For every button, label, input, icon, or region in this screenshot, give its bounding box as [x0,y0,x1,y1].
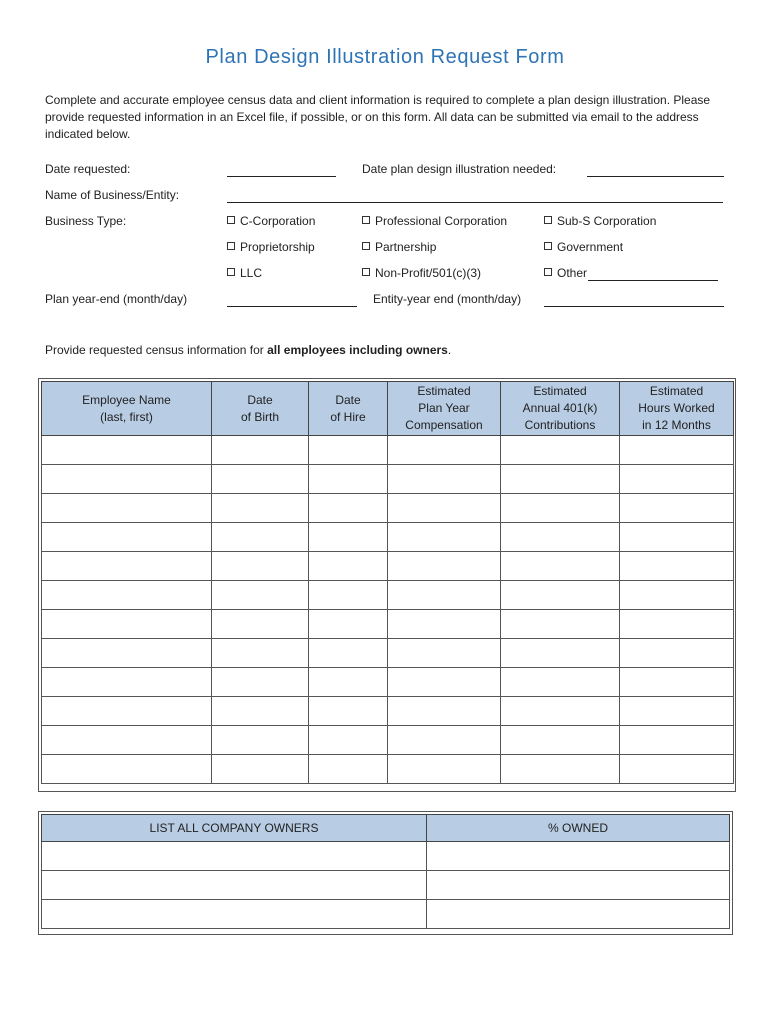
census-cell[interactable] [388,755,501,784]
option-government[interactable]: Government [544,240,623,254]
census-cell[interactable] [620,552,734,581]
census-row [42,639,734,668]
owner-row [42,842,730,871]
census-cell[interactable] [212,726,309,755]
census-cell[interactable] [501,668,620,697]
business-name-label: Name of Business/Entity: [45,188,180,202]
census-cell[interactable] [42,697,212,726]
option-other[interactable]: Other [544,266,587,280]
census-cell[interactable] [212,581,309,610]
census-cell[interactable] [212,494,309,523]
census-cell[interactable] [388,697,501,726]
census-row [42,610,734,639]
census-row [42,552,734,581]
option-non-profit[interactable]: Non-Profit/501(c)(3) [362,266,481,280]
census-cell[interactable] [309,726,388,755]
census-row [42,726,734,755]
census-cell[interactable] [309,523,388,552]
census-cell[interactable] [620,494,734,523]
checkbox-icon[interactable] [227,242,235,250]
header-compensation: Estimated Plan Year Compensation [388,382,501,436]
checkbox-icon[interactable] [362,242,370,250]
census-cell[interactable] [212,436,309,465]
header-hours-worked: Estimated Hours Worked in 12 Months [620,382,734,436]
census-cell[interactable] [309,610,388,639]
census-cell[interactable] [501,436,620,465]
census-cell[interactable] [501,465,620,494]
census-cell[interactable] [42,639,212,668]
census-table-body [42,436,734,784]
census-cell[interactable] [388,610,501,639]
census-cell[interactable] [620,726,734,755]
business-type-label: Business Type: [45,214,127,228]
census-row [42,494,734,523]
census-cell[interactable] [42,755,212,784]
form-title: Plan Design Illustration Request Form [205,46,565,68]
option-c-corporation[interactable]: C-Corporation [227,214,315,228]
census-cell[interactable] [309,581,388,610]
owner-row [42,900,730,929]
checkbox-icon[interactable] [227,216,235,224]
date-needed-label: Date plan design illustration needed: [362,162,557,176]
census-cell[interactable] [42,552,212,581]
option-sub-s-corporation[interactable]: Sub-S Corporation [544,214,656,228]
census-cell[interactable] [501,697,620,726]
census-cell[interactable] [388,726,501,755]
census-cell[interactable] [620,465,734,494]
option-professional-corporation[interactable]: Professional Corporation [362,214,507,228]
census-cell[interactable] [309,755,388,784]
census-cell[interactable] [212,668,309,697]
census-cell[interactable] [42,523,212,552]
census-cell[interactable] [388,465,501,494]
census-cell[interactable] [212,755,309,784]
header-date-of-hire: Date of Hire [309,382,388,436]
checkbox-icon[interactable] [362,216,370,224]
census-cell[interactable] [388,494,501,523]
date-needed-field[interactable] [587,176,724,177]
census-cell[interactable] [620,668,734,697]
checkbox-icon[interactable] [544,242,552,250]
census-cell[interactable] [212,523,309,552]
date-requested-field[interactable] [227,176,336,177]
plan-year-end-label: Plan year-end (month/day) [45,292,188,306]
census-cell[interactable] [388,523,501,552]
checkbox-icon[interactable] [227,268,235,276]
census-cell[interactable] [501,494,620,523]
census-cell[interactable] [309,465,388,494]
owner-cell[interactable] [427,871,730,900]
census-cell[interactable] [620,523,734,552]
census-cell[interactable] [620,436,734,465]
census-cell[interactable] [388,639,501,668]
header-401k-contributions: Estimated Annual 401(k) Contributions [501,382,620,436]
header-company-owners: LIST ALL COMPANY OWNERS [42,815,427,842]
census-cell[interactable] [42,465,212,494]
census-cell[interactable] [42,726,212,755]
census-table-frame [38,378,736,792]
option-llc[interactable]: LLC [227,266,262,280]
census-cell[interactable] [42,436,212,465]
census-cell[interactable] [212,552,309,581]
census-cell[interactable] [501,755,620,784]
census-cell[interactable] [212,639,309,668]
census-cell[interactable] [212,697,309,726]
census-cell[interactable] [620,581,734,610]
census-cell[interactable] [212,465,309,494]
census-cell[interactable] [501,581,620,610]
plan-year-end-field[interactable] [227,306,357,307]
census-cell[interactable] [42,610,212,639]
census-instruction: Provide requested census information for all employees including owners. [45,343,452,357]
census-cell[interactable] [620,755,734,784]
census-cell[interactable] [309,552,388,581]
owner-cell[interactable] [42,842,427,871]
intro-paragraph: Complete and accurate employee census data and client information is required to complete a plan design illustration. Please provide requested information in an Excel file, if possible, or on this form. All data can be submitted via email to the address indicated below. [45,93,711,141]
header-percent-owned: % OWNED [427,815,730,842]
census-cell[interactable] [309,639,388,668]
checkbox-icon[interactable] [544,216,552,224]
checkbox-icon[interactable] [362,268,370,276]
census-cell[interactable] [309,494,388,523]
option-proprietorship[interactable]: Proprietorship [227,240,315,254]
owner-cell[interactable] [427,842,730,871]
census-cell[interactable] [501,523,620,552]
option-partnership[interactable]: Partnership [362,240,436,254]
census-cell[interactable] [309,436,388,465]
census-cell[interactable] [42,494,212,523]
census-cell[interactable] [388,436,501,465]
census-cell[interactable] [620,610,734,639]
census-table [41,381,734,784]
census-cell[interactable] [501,639,620,668]
header-date-of-birth: Date of Birth [212,382,309,436]
census-cell[interactable] [42,581,212,610]
entity-year-end-field[interactable] [544,306,724,307]
census-row [42,668,734,697]
owner-cell[interactable] [427,900,730,929]
census-cell[interactable] [501,610,620,639]
census-cell[interactable] [212,610,309,639]
owners-header-row [42,815,730,842]
business-name-field[interactable] [227,202,723,203]
date-requested-label: Date requested: [45,162,131,176]
other-type-field[interactable] [588,280,718,281]
census-row [42,697,734,726]
owner-cell[interactable] [42,900,427,929]
owner-cell[interactable] [42,871,427,900]
header-employee-name: Employee Name (last, first) [42,382,212,436]
census-row [42,755,734,784]
owner-row [42,871,730,900]
census-cell[interactable] [388,668,501,697]
census-row [42,465,734,494]
census-cell[interactable] [501,726,620,755]
entity-year-end-label: Entity-year end (month/day) [373,292,522,306]
census-row [42,436,734,465]
census-cell[interactable] [501,552,620,581]
owners-table-body [42,842,730,929]
census-cell[interactable] [309,668,388,697]
census-row [42,523,734,552]
checkbox-icon[interactable] [544,268,552,276]
census-cell[interactable] [620,697,734,726]
census-cell[interactable] [620,639,734,668]
census-cell[interactable] [42,668,212,697]
owners-table-frame [38,811,733,935]
census-cell[interactable] [388,552,501,581]
census-cell[interactable] [388,581,501,610]
owners-table [41,814,730,929]
census-row [42,581,734,610]
census-header-row [42,382,734,436]
census-cell[interactable] [309,697,388,726]
